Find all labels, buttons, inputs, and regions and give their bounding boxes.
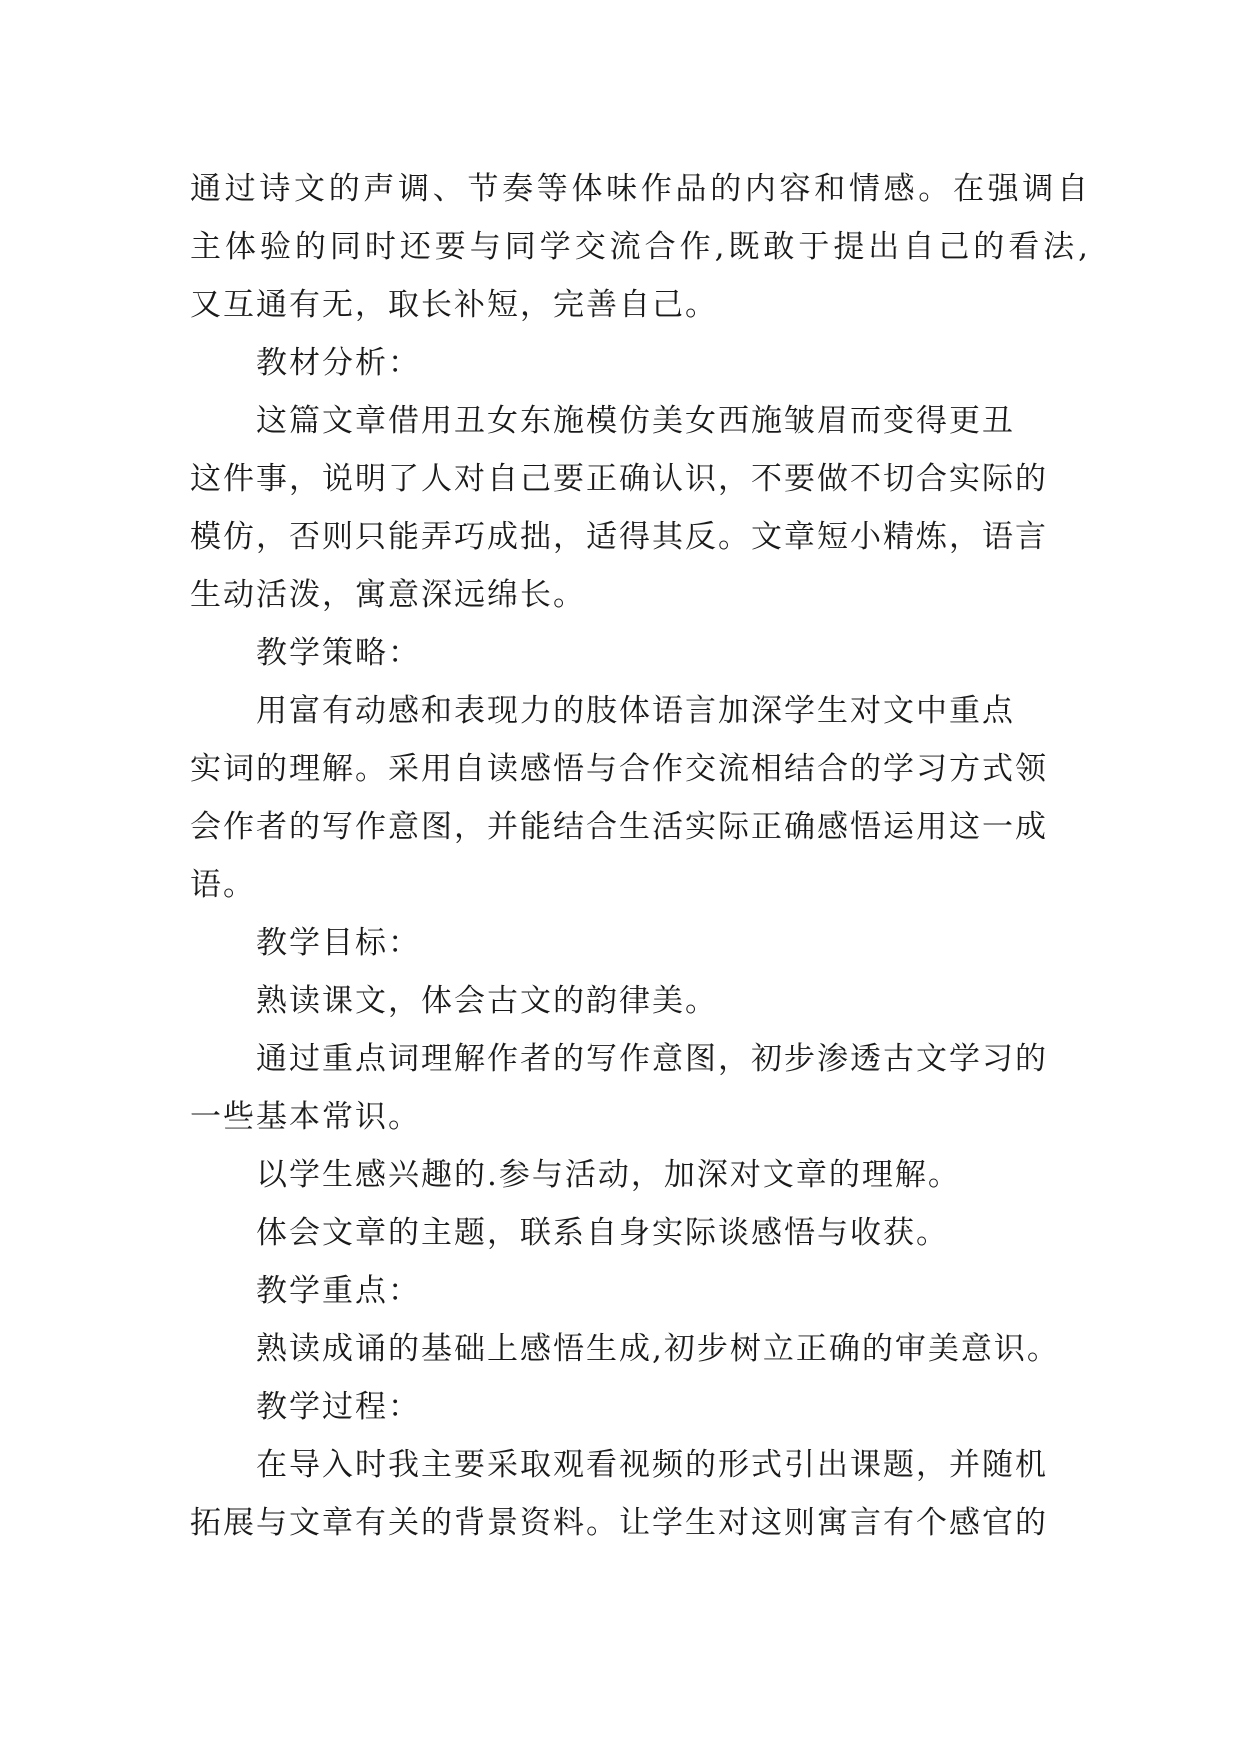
section-heading-teaching-objectives: 教学目标： <box>256 925 421 961</box>
text-line: 又互通有无，取长补短，完善自己。 <box>190 287 718 323</box>
text-line: 通过重点词理解作者的写作意图，初步渗透古文学习的 <box>256 1041 1048 1077</box>
text-line: 通过诗文的声调、节奏等体味作品的内容和情感。在强调自 <box>190 171 1090 207</box>
text-line: 实词的理解。采用自读感悟与合作交流相结合的学习方式领 <box>190 751 1048 787</box>
text-line: 这件事，说明了人对自己要正确认识，不要做不切合实际的 <box>190 461 1048 497</box>
text-line: 会作者的写作意图，并能结合生活实际正确感悟运用这一成 <box>190 809 1048 845</box>
section-heading-textbook-analysis: 教材分析： <box>256 345 421 381</box>
document-body <box>190 160 1090 1552</box>
text-line: 这篇文章借用丑女东施模仿美女西施皱眉而变得更丑 <box>256 403 1015 439</box>
text-line: 拓展与文章有关的背景资料。让学生对这则寓言有个感官的 <box>190 1505 1048 1541</box>
text-line: 体会文章的主题，联系自身实际谈感悟与收获。 <box>256 1215 949 1251</box>
text-line: 以学生感兴趣的.参与活动，加深对文章的理解。 <box>256 1157 961 1193</box>
section-heading-teaching-process: 教学过程： <box>256 1389 421 1425</box>
text-line: 熟读课文，体会古文的韵律美。 <box>256 983 718 1019</box>
text-line: 语。 <box>190 867 256 903</box>
text-line: 熟读成诵的基础上感悟生成,初步树立正确的审美意识。 <box>256 1331 1060 1367</box>
text-line: 主体验的同时还要与同学交流合作,既敢于提出自己的看法, <box>190 229 1090 265</box>
text-line: 生动活泼，寓意深远绵长。 <box>190 577 586 613</box>
text-line: 模仿，否则只能弄巧成拙，适得其反。文章短小精炼，语言 <box>190 519 1048 555</box>
text-line: 用富有动感和表现力的肢体语言加深学生对文中重点 <box>256 693 1015 729</box>
text-line: 在导入时我主要采取观看视频的形式引出课题，并随机 <box>256 1447 1048 1483</box>
section-heading-teaching-focus: 教学重点： <box>256 1273 421 1309</box>
section-heading-teaching-strategy: 教学策略： <box>256 635 421 671</box>
text-line: 一些基本常识。 <box>190 1099 421 1135</box>
